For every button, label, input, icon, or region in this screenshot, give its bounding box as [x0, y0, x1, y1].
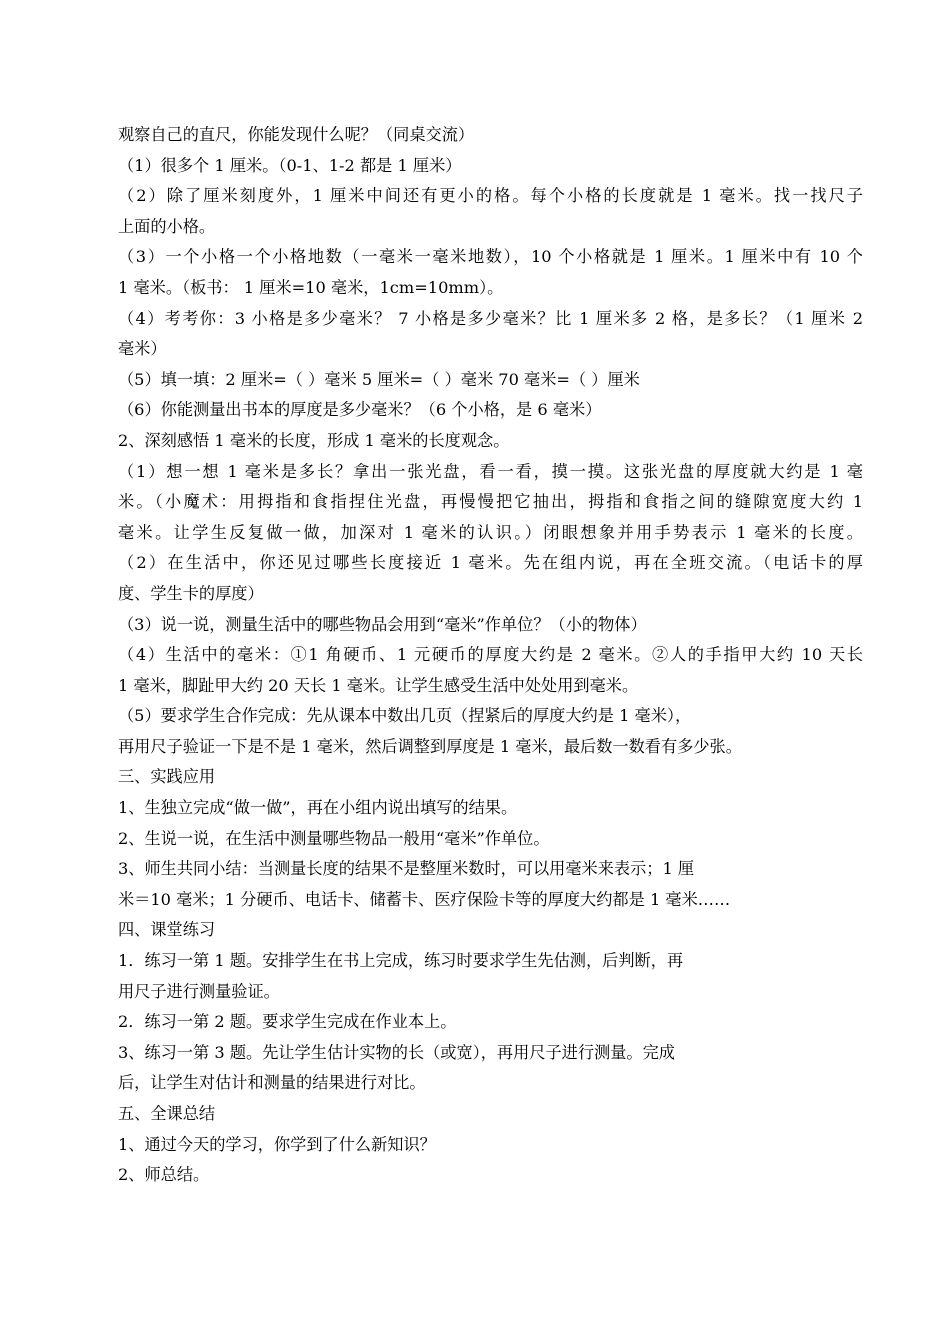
- text-line: 2．练习一第 2 题。要求学生完成在作业本上。: [118, 1012, 457, 1032]
- text-line: 五、全课总结: [118, 1104, 216, 1123]
- text-line: 2、深刻感悟 1 毫米的长度，形成 1 毫米的长度观念。: [118, 430, 510, 450]
- text-line: 毫米）: [118, 339, 167, 359]
- text-line: （1）很多个 1 厘米。（0-1、1-2 都是 1 厘米）: [118, 155, 462, 175]
- text-line: （1）想一想 1 毫米是多长？拿出一张光盘，看一看，摸一摸。这张光盘的厚度就大约是 1 毫: [118, 461, 863, 481]
- text-line: 上面的小格。: [118, 216, 216, 236]
- text-line: （3）说一说，测量生活中的哪些物品会用到“毫米”作单位？（小的物体）: [118, 614, 647, 634]
- text-line: 四、课堂练习: [118, 920, 216, 940]
- text-line: （3）一个小格一个小格地数（一毫米一毫米地数），10 个小格就是 1 厘米。1 厘米中有 10 个: [118, 247, 863, 267]
- text-line: 毫米。让学生反复做一做，加深对 1 毫米的认识。）闭眼想象并用手势表示 1 毫米的长度。: [118, 522, 863, 542]
- text-line: （2）除了厘米刻度外，1 厘米中间还有更小的格。每个小格的长度就是 1 毫米。找一找尺子: [118, 186, 863, 206]
- text-line: 2、生说一说，在生活中测量哪些物品一般用“毫米”作单位。: [118, 828, 550, 848]
- text-line: 米。（小魔术：用拇指和食指捏住光盘，再慢慢把它抽出，拇指和食指之间的缝隙宽度大约 1: [118, 492, 863, 512]
- document-body: [118, 120, 863, 1191]
- text-line: （5）要求学生合作完成：先从课本中数出几页（捏紧后的厚度大约是 1 毫米），: [118, 706, 692, 726]
- text-line: （4）生活中的毫米：①1 角硬币、1 元硬币的厚度大约是 2 毫米。②人的手指甲大约 10 天长: [118, 645, 863, 665]
- text-line: 用尺子进行测量验证。: [118, 981, 280, 1001]
- text-line: 1 毫米。（板书： 1 厘米=10 毫米，1cm=10mm）。: [118, 277, 504, 297]
- text-line: 1、生独立完成“做一做”，再在小组内说出填写的结果。: [118, 798, 518, 818]
- text-line: （2）在生活中，你还见过哪些长度接近 1 毫米。先在组内说，再在全班交流。（电话卡的厚: [118, 553, 863, 573]
- text-line: 度、学生卡的厚度）: [118, 583, 264, 603]
- text-line: 后，让学生对估计和测量的结果进行对比。: [118, 1073, 426, 1093]
- text-line: 米＝10 毫米；1 分硬币、电话卡、储蓄卡、医疗保险卡等的厚度大约都是 1 毫米……: [118, 889, 731, 909]
- text-line: 2、师总结。: [118, 1165, 210, 1185]
- text-line: 再用尺子验证一下是不是 1 毫米，然后调整到厚度是 1 毫米，最后数一数看有多少张。: [118, 736, 742, 756]
- text-line: 1．练习一第 1 题。安排学生在书上完成，练习时要求学生先估测，后判断，再: [118, 951, 684, 971]
- text-line: 1 毫米，脚趾甲大约 20 天长 1 毫米。让学生感受生活中处处用到毫米。: [118, 675, 639, 695]
- text-line: 观察自己的直尺，你能发现什么呢？（同桌交流）: [118, 125, 475, 144]
- text-line: 3、练习一第 3 题。先让学生估计实物的长（或宽），再用尺子进行测量。完成: [118, 1042, 675, 1062]
- text-line: （5）填一填：2 厘米=（ ）毫米 5 厘米=（ ）毫米 70 毫米=（ ）厘米: [118, 369, 640, 389]
- text-line: （4）考考你：3 小格是多少毫米？ 7 小格是多少毫米？比 1 厘米多 2 格，是多长？（1 厘米 2: [118, 308, 863, 328]
- text-line: 3、师生共同小结：当测量长度的结果不是整厘米数时，可以用毫米来表示；1 厘: [118, 859, 695, 879]
- text-line: （6）你能测量出书本的厚度是多少毫米？（6 个小格，是 6 毫米）: [118, 400, 602, 420]
- text-line: 三、实践应用: [118, 767, 216, 787]
- text-line: 1、通过今天的学习，你学到了什么新知识？: [118, 1134, 436, 1154]
